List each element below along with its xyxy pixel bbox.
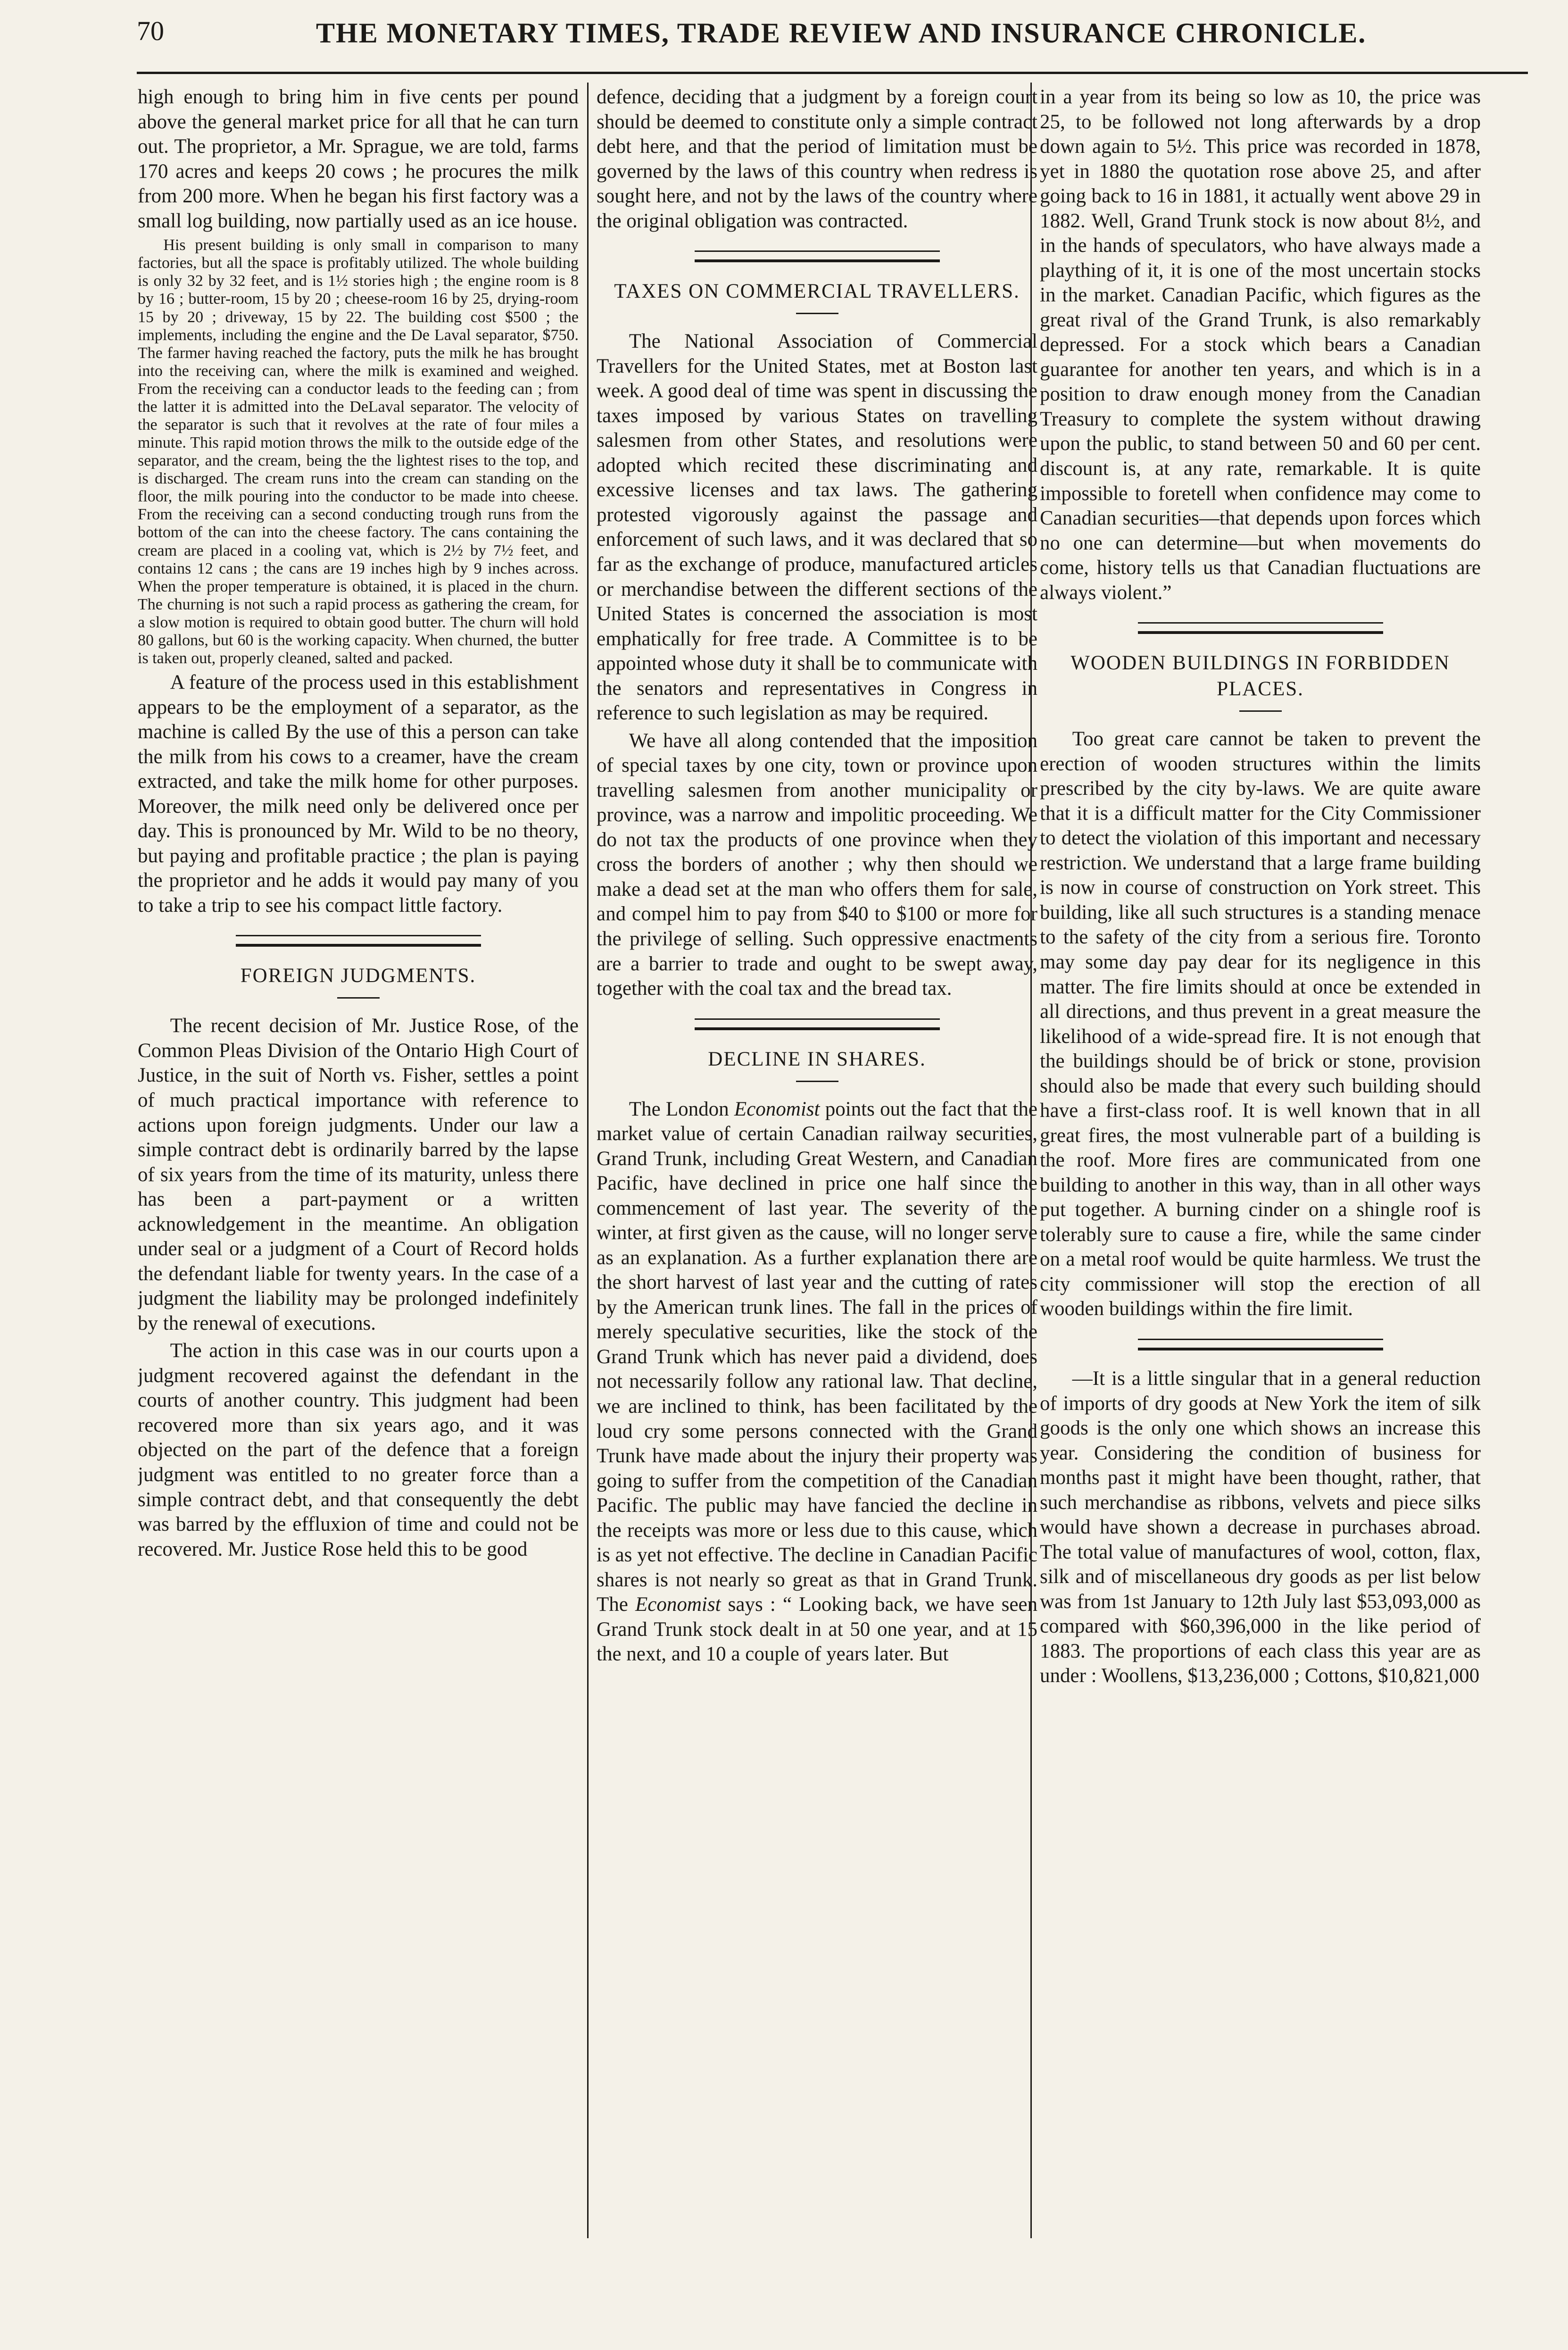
- decline-text-b: points out the fact that the market value of certain Canadian railway securities, Grand Trunk, including Great Western, and Canadian Pacific, have declined in price one half since the commencement of last year. The severity of the winter, at first given as the cause, will no longer serve as an explanation. As a further explanation there are the short harvest of last year and the cutting of rates by the American trunk lines. The fall in the prices of merely speculative securities, like the stock of the Grand Trunk which has never paid a dividend, does not necessarily follow any rational law. That decline, we are inclined to think, has been facilitated by the loud cry some persons connected with the Grand Trunk have made about the injury their property was going to suffer from the competition of the Canadian Pacific. The public may have fancied the decline in the receipts was more or less due to this cause, which is as yet not effective. The decline in Canadian Pacific shares is not nearly so great as that in Grand Trunk. The: [597, 1098, 1037, 1616]
- economist-title: Economist: [734, 1098, 820, 1120]
- column-divider: [587, 83, 589, 2238]
- heading-rule: [1239, 710, 1282, 712]
- column-3: [1040, 85, 1481, 2302]
- page-number: 70: [137, 16, 164, 46]
- wooden-buildings-heading: WOODEN BUILDINGS IN FORBIDDEN PLACES.: [1070, 652, 1450, 700]
- taxes-heading: TAXES ON COMMERCIAL TRAVELLERS.: [614, 280, 1020, 303]
- economist-title: Economist: [635, 1593, 721, 1616]
- section-separator: [695, 1018, 940, 1030]
- foreign-judgments-paragraph-2: The action in this case was in our courts upon a judgment recovered against the defendant in the courts of another country. This judgment had been recovered more than six years ago, and it was objected on the part of the defence that a foreign judgment was entitled to no greater force than a simple contract debt, and that consequently the debt was barred by the effluxion of time and could not be recovered. Mr. Justice Rose held this to be good: [138, 1340, 579, 1560]
- dairy-paragraph-3: A feature of the process used in this establishment appears to be the employment of a separator, as the machine is called By the use of this a person can take the milk from his cows to a creamer, have the cream extracted, and take the milk home for other purposes. Moreover, the milk need only be delivered once per day. This is pronounced by Mr. Wild to be no theory, but paying and profitable practice ; the plan is paying the proprietor and he adds it would pay many of you to take a trip to see his compact little factory.: [138, 671, 579, 917]
- section-separator: [695, 250, 940, 262]
- taxes-paragraph-2: We have all along contended that the imposition of special taxes by one city, town or province upon travelling salesmen from another municipality or province, was a narrow and impolitic proceeding. We do not tax the products of one province when they cross the borders of another ; why then should we make a dead set at the man who offers them for sale, and compel him to pay from $40 to $100 or more for the privilege of selling. Such oppressive enactments are a barrier to trade and ought to be swept away, together with the coal tax and the bread tax.: [597, 729, 1037, 1000]
- dairy-paragraph-1: high enough to bring him in five cents per pound above the general market price for all that he can turn out. The proprietor, a Mr. Sprague, we are told, farms 170 acres and keeps 20 cows ; he procures the milk from 200 more. When he began his first factory was a small log building, now partially used as an ice house.: [138, 86, 579, 232]
- wooden-buildings-paragraph: Too great care cannot be taken to prevent the erection of wooden structures within the limits prescribed by the city by-laws. We are quite aware that it is a difficult matter for the City Commissioner to detect the violation of this important and necessary restriction. We understand that a large frame building is now in course of construction on York street. This building, like all such structures is a standing menace to the safety of the city from a serious fire. Toronto may some day pay dear for its negligence in this matter. The fire limits should at once be extended in all directions, and thus prevent in a great measure the likelihood of a wide-spread fire. It is not enough that the buildings should be of brick or stone, provision should also be made that every such building should have a first-class roof. It is well known that in all great fires, the most vulnerable part of a building is the roof. More fires are communicated from one building to another in this way, than in all other ways put together. A burning cinder on a shingle roof is tolerably sure to cause a fire, while the same cinder on a metal roof would be quite harmless. We trust the city commissioner will stop the erection of all wooden buildings within the fire limit.: [1040, 728, 1481, 1320]
- masthead-title: THE MONETARY TIMES, TRADE REVIEW AND INSURANCE CHRONICLE.: [316, 17, 1367, 49]
- decline-continued: in a year from its being so low as 10, the price was 25, to be followed not long afterwards by a drop down again to 5½. This price was recorded in 1878, yet in 1880 the quotation rose above 25, and after going back to 16 in 1881, it actually went above 29 in 1882. Well, Grand Trunk stock is now about 8½, and in the hands of speculators, who have always made a plaything of it, it is one of the most uncertain stocks in the market. Canadian Pacific, which figures as the great rival of the Grand Trunk, is also remarkably depressed. For a stock which bears a Canadian guarantee for another ten years, and which is in a position to draw enough money from the Canadian Treasury to complete the system without drawing upon the public, to stand between 50 and 60 per cent. discount is, at any rate, remarkable. It is quite impossible to foretell when confidence may come to Canadian securities—that depends upon forces which no one can determine—but when movements do come, history tells us that Canadian fluctuations are always violent.”: [1040, 86, 1481, 604]
- foreign-judgments-heading: FOREIGN JUDGMENTS.: [240, 965, 476, 987]
- header-rule: [137, 72, 1528, 74]
- dry-goods-paragraph: —It is a little singular that in a general reduction of imports of dry goods at New York the item of silk goods is the only one which shows an increase this year. Considering the condition of business for months past it might have been thought, rather, that such merchandise as ribbons, velvets and piece silks would have shown a decrease in purchases abroad. The total value of manufactures of wool, cotton, flax, silk and of miscellaneous dry goods as per list below was from 1st January to 12th July last $53,093,000 as compared with $60,396,000 in the like period of 1883. The proportions of each class this year are as under : Woollens, $13,236,000 ; Cottons, $10,821,000: [1040, 1367, 1481, 1687]
- section-separator: [1138, 622, 1383, 634]
- taxes-paragraph-1: The National Association of Commercial Travellers for the United States, met at Boston last week. A good deal of time was spent in discussing the taxes imposed by various States on travelling salesmen from other States, and resolutions were adopted which recited these discriminating and excessive licenses and tax laws. The gathering protested vigorously against the passage and enforcement of such laws, and it was declared that so far as the exchange of produce, manufactured articles or merchandise between the different sections of the United States is concerned the association is most emphatically for free trade. A Committee is to be appointed whose duty it shall be to communicate with the senators and representatives in Congress in reference to such legislation as may be required.: [597, 330, 1037, 725]
- heading-rule: [796, 1081, 838, 1082]
- decline-text-a: The London: [629, 1098, 734, 1120]
- foreign-judgments-continued: defence, deciding that a judgment by a foreign court should be deemed to constitute only a simple contract debt here, and that the period of limitation must be governed by the laws of this country when redress is sought here, and not by the laws of the country where the original obligation was contracted.: [597, 86, 1037, 232]
- decline-text-c: says : “ Looking back, we have seen Grand Trunk stock dealt in at 50 one year, and at 15 the next, and 10 a couple of years later. But: [597, 1593, 1037, 1666]
- column-1: [138, 85, 579, 2302]
- dairy-paragraph-2: His present building is only small in comparison to many factories, but all the space is profitably utilized. The whole building is only 32 by 32 feet, and is 1½ stories high ; the engine room is 8 by 16 ; butter-room, 15 by 20 ; cheese-room 16 by 25, drying-room 15 by 20 ; driveway, 15 by 22. The building cost $500 ; the implements, including the engine and the De Laval separator, $750. The farmer having reached the factory, puts the milk he has brought into the receiving can, where the milk is examined and weighed. From the receiving can a conductor leads to the feeding can ; from the latter it is admitted into the DeLaval separator. The velocity of the separator is such that it revolves at the rate of four miles a minute. This rapid motion throws the milk to the outside edge of the separator, and the cream, being the the lightest rises to the top, and is discharged. The cream runs into the cream can standing on the floor, the milk pouring into the conductor to be made into cheese. From the receiving can a second conducting trough runs from the bottom of the can into the cheese factory. The cans containing the cream are placed in a cooling vat, which is 2½ by 7½ feet, and contains 12 cans ; the cans are 19 inches high by 9 inches across. When the proper temperature is obtained, it is placed in the churn. The churning is not such a rapid process as gathering the cream, for a slow motion is required to obtain good butter. The churn will hold 80 gallons, but 60 is the working capacity. When churned, the butter is taken out, properly cleaned, salted and packed.: [138, 236, 579, 667]
- foreign-judgments-paragraph-1: The recent decision of Mr. Justice Rose, of the Common Pleas Division of the Ontario High Court of Justice, in the suit of North vs. Fisher, settles a point of much practical importance with reference to actions upon foreign judgments. Under our law a simple contract debt is ordinarily barred by the lapse of six years from the time of its maturity, unless there has been a part-payment or a written acknowledgement in the meantime. An obligation under seal or a judgment of a Court of Record holds the defendant liable for twenty years. In the case of a judgment the liability may be prolonged indefinitely by the renewal of executions.: [138, 1015, 579, 1334]
- section-separator: [1138, 1339, 1383, 1350]
- heading-rule: [796, 313, 838, 314]
- section-separator: [236, 935, 481, 947]
- heading-rule: [337, 997, 380, 999]
- column-2: [597, 85, 1037, 2302]
- decline-paragraph: [597, 1097, 1037, 1667]
- page-header: [137, 10, 1528, 76]
- decline-heading: DECLINE IN SHARES.: [708, 1048, 926, 1070]
